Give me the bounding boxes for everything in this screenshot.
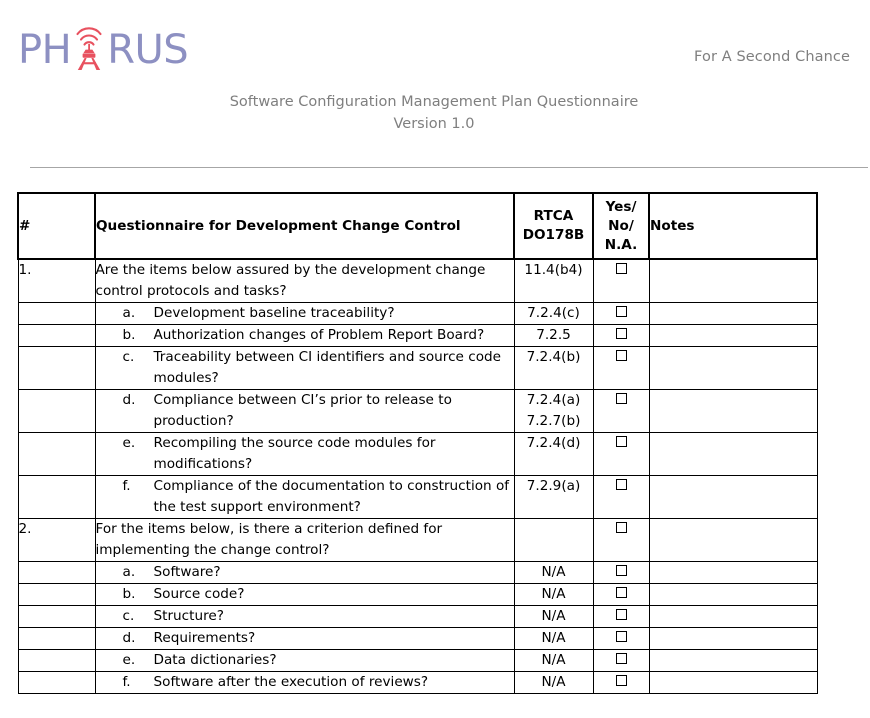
answer-cell[interactable] bbox=[593, 519, 649, 562]
table-row bbox=[18, 519, 817, 562]
question-cell bbox=[95, 628, 514, 650]
row-number-cell bbox=[18, 347, 95, 390]
row-number-cell: 2. bbox=[18, 519, 95, 562]
rtca-reference: 7.2.4(b) bbox=[526, 349, 581, 365]
rtca-reference-cell bbox=[514, 562, 593, 584]
yesno-header-line3: N.A. bbox=[604, 236, 638, 253]
question-cell bbox=[95, 606, 514, 628]
question-cell bbox=[95, 433, 514, 476]
column-header-yesno bbox=[593, 193, 649, 259]
row-number-cell bbox=[18, 562, 95, 584]
notes-cell[interactable] bbox=[649, 584, 817, 606]
empty-checkbox[interactable] bbox=[616, 587, 627, 598]
sub-question-letter: d. bbox=[122, 630, 136, 646]
header-divider bbox=[30, 167, 868, 168]
column-header-number: # bbox=[18, 193, 95, 259]
rtca-reference: N/A bbox=[541, 674, 566, 690]
empty-checkbox[interactable] bbox=[616, 306, 627, 317]
document-title-block bbox=[0, 91, 868, 135]
questionnaire-table bbox=[17, 192, 818, 694]
sub-question bbox=[96, 433, 514, 475]
sub-question bbox=[96, 628, 514, 649]
rtca-reference: 7.2.7(b) bbox=[526, 413, 581, 429]
question-cell bbox=[95, 303, 514, 325]
answer-cell[interactable] bbox=[593, 650, 649, 672]
sub-question-text: Traceability between CI identifiers and source code modules? bbox=[153, 349, 502, 386]
question-cell bbox=[95, 347, 514, 390]
row-number-cell bbox=[18, 433, 95, 476]
tagline: For A Second Chance bbox=[694, 49, 850, 65]
empty-checkbox[interactable] bbox=[616, 631, 627, 642]
answer-cell[interactable] bbox=[593, 303, 649, 325]
table-row bbox=[18, 562, 817, 584]
table-row bbox=[18, 259, 817, 303]
table-row bbox=[18, 476, 817, 519]
sub-question-letter: b. bbox=[122, 586, 136, 602]
table-row bbox=[18, 650, 817, 672]
rtca-reference: 7.2.5 bbox=[536, 327, 571, 343]
table-row bbox=[18, 433, 817, 476]
empty-checkbox[interactable] bbox=[616, 393, 627, 404]
column-header-rtca bbox=[514, 193, 593, 259]
question-text: For the items below, is there a criterion defined for implementing the change control? bbox=[95, 521, 443, 558]
notes-cell[interactable] bbox=[649, 650, 817, 672]
table-row bbox=[18, 672, 817, 694]
question-text: Are the items below assured by the development change control protocols and tasks? bbox=[95, 262, 486, 299]
notes-cell[interactable] bbox=[649, 433, 817, 476]
rtca-reference-cell bbox=[514, 650, 593, 672]
sub-question-text: Authorization changes of Problem Report Board? bbox=[153, 327, 485, 343]
rtca-reference: 7.2.4(a) bbox=[526, 392, 581, 408]
rtca-reference-cell bbox=[514, 347, 593, 390]
rtca-reference-cell bbox=[514, 259, 593, 303]
answer-cell[interactable] bbox=[593, 672, 649, 694]
sub-question-text: Requirements? bbox=[153, 630, 256, 646]
question-cell bbox=[95, 325, 514, 347]
rtca-header-line1: RTCA bbox=[533, 208, 574, 224]
row-number-cell bbox=[18, 584, 95, 606]
sub-question-letter: a. bbox=[122, 305, 136, 321]
row-number-cell: 1. bbox=[18, 259, 95, 303]
rtca-reference: N/A bbox=[541, 608, 566, 624]
answer-cell[interactable] bbox=[593, 390, 649, 433]
rtca-reference-cell bbox=[514, 519, 593, 562]
notes-cell[interactable] bbox=[649, 476, 817, 519]
sub-question-text: Source code? bbox=[153, 586, 245, 602]
answer-cell[interactable] bbox=[593, 476, 649, 519]
notes-cell[interactable] bbox=[649, 325, 817, 347]
sub-question-text: Compliance of the documentation to construction of the test support environment? bbox=[153, 478, 510, 515]
pharus-logo bbox=[18, 22, 189, 73]
sub-question bbox=[96, 672, 514, 693]
notes-cell[interactable] bbox=[649, 303, 817, 325]
sub-question bbox=[96, 347, 514, 389]
row-number-cell bbox=[18, 672, 95, 694]
sub-question-letter: f. bbox=[122, 478, 131, 494]
sub-question-letter: e. bbox=[122, 652, 136, 668]
row-number-cell bbox=[18, 303, 95, 325]
row-number-cell bbox=[18, 606, 95, 628]
row-number-cell bbox=[18, 628, 95, 650]
table-row bbox=[18, 303, 817, 325]
row-number-cell bbox=[18, 325, 95, 347]
sub-question-letter: c. bbox=[122, 608, 135, 624]
sub-question bbox=[96, 303, 514, 324]
rtca-reference-cell bbox=[514, 303, 593, 325]
empty-checkbox[interactable] bbox=[616, 522, 627, 533]
question-cell bbox=[95, 390, 514, 433]
sub-question-text: Compliance between CI’s prior to release to production? bbox=[153, 392, 452, 429]
rtca-reference-cell bbox=[514, 628, 593, 650]
answer-cell[interactable] bbox=[593, 584, 649, 606]
sub-question bbox=[96, 584, 514, 605]
notes-cell[interactable] bbox=[649, 628, 817, 650]
rtca-reference: N/A bbox=[541, 630, 566, 646]
answer-cell[interactable] bbox=[593, 259, 649, 303]
notes-cell[interactable] bbox=[649, 606, 817, 628]
notes-cell[interactable] bbox=[649, 672, 817, 694]
rtca-reference: N/A bbox=[541, 586, 566, 602]
notes-cell[interactable] bbox=[649, 562, 817, 584]
rtca-reference-cell bbox=[514, 672, 593, 694]
table-row bbox=[18, 628, 817, 650]
row-number-cell bbox=[18, 476, 95, 519]
table-row bbox=[18, 606, 817, 628]
table-row bbox=[18, 347, 817, 390]
empty-checkbox[interactable] bbox=[616, 675, 627, 686]
rtca-reference: N/A bbox=[541, 652, 566, 668]
questionnaire-table-container bbox=[17, 192, 816, 694]
answer-cell[interactable] bbox=[593, 628, 649, 650]
answer-cell[interactable] bbox=[593, 433, 649, 476]
sub-question-text: Development baseline traceability? bbox=[153, 305, 395, 321]
column-header-notes: Notes bbox=[649, 193, 817, 259]
page-header bbox=[0, 0, 870, 80]
sub-question bbox=[96, 562, 514, 583]
logo-text-suffix: RUS bbox=[107, 27, 189, 73]
sub-question-text: Software? bbox=[153, 564, 221, 580]
sub-question-text: Recompiling the source code modules for modifications? bbox=[153, 435, 436, 472]
question-cell bbox=[95, 584, 514, 606]
rtca-reference-cell bbox=[514, 433, 593, 476]
question-cell bbox=[95, 650, 514, 672]
page-title: Software Configuration Management Plan Questionnaire bbox=[229, 94, 639, 110]
sub-question-text: Data dictionaries? bbox=[153, 652, 277, 668]
notes-cell[interactable] bbox=[649, 519, 817, 562]
question-cell bbox=[95, 562, 514, 584]
yesno-header-line1: Yes/ bbox=[605, 198, 637, 215]
sub-question bbox=[96, 390, 514, 432]
sub-question-text: Structure? bbox=[153, 608, 224, 624]
table-header-row bbox=[18, 193, 817, 259]
sub-question-letter: b. bbox=[122, 327, 136, 343]
sub-question bbox=[96, 650, 514, 671]
empty-checkbox[interactable] bbox=[616, 565, 627, 576]
rtca-reference: N/A bbox=[541, 564, 566, 580]
empty-checkbox[interactable] bbox=[616, 609, 627, 620]
table-row bbox=[18, 325, 817, 347]
sub-question-text: Software after the execution of reviews? bbox=[153, 674, 429, 690]
empty-checkbox[interactable] bbox=[616, 263, 627, 274]
rtca-reference-cell bbox=[514, 390, 593, 433]
empty-checkbox[interactable] bbox=[616, 328, 627, 339]
sub-question bbox=[96, 325, 514, 346]
row-number-cell bbox=[18, 650, 95, 672]
question-cell bbox=[95, 672, 514, 694]
logo-text-prefix: PH bbox=[18, 27, 72, 73]
rtca-reference: 7.2.9(a) bbox=[526, 478, 581, 494]
answer-cell[interactable] bbox=[593, 606, 649, 628]
row-number-cell bbox=[18, 390, 95, 433]
question-cell bbox=[95, 519, 514, 562]
table-body bbox=[18, 259, 817, 694]
answer-cell[interactable] bbox=[593, 347, 649, 390]
rtca-header-line2: DO178B bbox=[522, 227, 585, 243]
table-row bbox=[18, 390, 817, 433]
yesno-header-line2: No/ bbox=[608, 217, 634, 234]
question-cell bbox=[95, 476, 514, 519]
notes-cell[interactable] bbox=[649, 347, 817, 390]
rtca-reference: 7.2.4(d) bbox=[526, 435, 581, 451]
answer-cell[interactable] bbox=[593, 325, 649, 347]
notes-cell[interactable] bbox=[649, 390, 817, 433]
sub-question bbox=[96, 606, 514, 627]
rtca-reference: 11.4(b4) bbox=[524, 262, 583, 278]
sub-question-letter: c. bbox=[122, 349, 135, 365]
empty-checkbox[interactable] bbox=[616, 653, 627, 664]
sub-question-letter: d. bbox=[122, 392, 136, 408]
sub-question-letter: a. bbox=[122, 564, 136, 580]
rtca-reference: 7.2.4(c) bbox=[527, 305, 580, 321]
rtca-reference-cell bbox=[514, 325, 593, 347]
sub-question-letter: e. bbox=[122, 435, 136, 451]
rtca-reference-cell bbox=[514, 584, 593, 606]
sub-question-letter: f. bbox=[122, 674, 131, 690]
rtca-reference-cell bbox=[514, 476, 593, 519]
answer-cell[interactable] bbox=[593, 562, 649, 584]
notes-cell[interactable] bbox=[649, 259, 817, 303]
empty-checkbox[interactable] bbox=[616, 436, 627, 447]
question-cell bbox=[95, 259, 514, 303]
lighthouse-signal-icon bbox=[70, 22, 108, 70]
column-header-questionnaire: Questionnaire for Development Change Control bbox=[95, 193, 514, 259]
empty-checkbox[interactable] bbox=[616, 479, 627, 490]
rtca-reference-cell bbox=[514, 606, 593, 628]
empty-checkbox[interactable] bbox=[616, 350, 627, 361]
document-version: Version 1.0 bbox=[393, 116, 475, 132]
table-row bbox=[18, 584, 817, 606]
sub-question bbox=[96, 476, 514, 518]
